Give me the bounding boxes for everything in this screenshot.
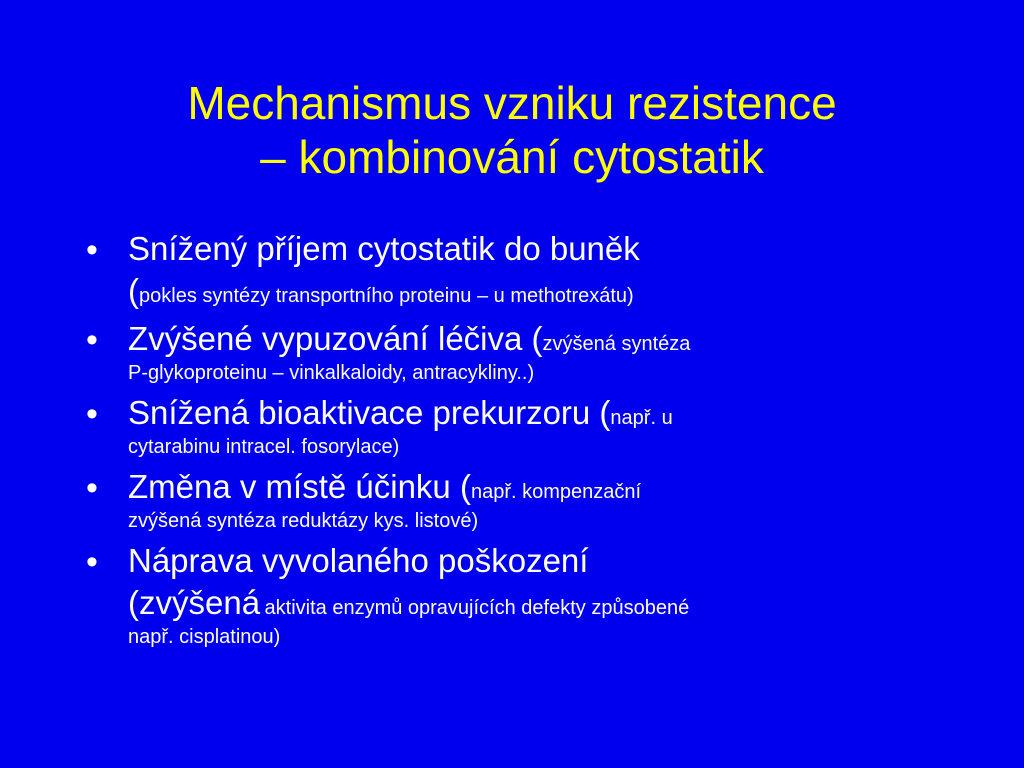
bullet-marker: • — [86, 231, 98, 269]
bullet-marker: • — [86, 469, 98, 507]
bullet-main-text: Zvýšené vypuzování léčiva ( — [128, 320, 543, 357]
bullet-detail-inline: např. u — [610, 407, 673, 429]
bullet-main-text: Snížená bioaktivace prekurzoru ( — [128, 394, 611, 431]
bullet-item — [80, 392, 950, 460]
bullet-list — [80, 228, 950, 656]
bullet-detail-inline: např. kompenzační — [470, 481, 642, 503]
bullet-item — [80, 318, 950, 386]
bullet-paren: ( — [128, 272, 139, 309]
bullet-detail-inline: zvýšená syntéza — [542, 333, 691, 355]
bullet-detail-inline: aktivita enzymů opravujících defekty způsobené — [264, 597, 690, 619]
bullet-main-text: Snížený příjem cytostatik do buněk — [128, 230, 640, 267]
bullet-marker: • — [86, 395, 98, 433]
bullet-detail-text: pokles syntézy transportního proteinu – u methotrexátu) — [139, 285, 634, 307]
bullet-main-text-2: (zvýšená — [128, 584, 261, 621]
bullet-item — [80, 466, 950, 534]
bullet-detail-text: např. cisplatinou) — [128, 626, 281, 648]
bullet-main-text: Změna v místě účinku ( — [128, 468, 471, 505]
title-line-2: – kombinování cytostatik — [260, 131, 764, 183]
slide-title — [60, 76, 964, 184]
bullet-item — [80, 228, 950, 312]
bullet-marker: • — [86, 321, 98, 359]
bullet-main-text: Náprava vyvolaného poškození — [128, 542, 589, 579]
bullet-marker: • — [86, 543, 98, 581]
bullet-detail-text: zvýšená syntéza reduktázy kys. listové) — [128, 510, 479, 532]
bullet-item — [80, 540, 950, 650]
bullet-detail-text: P-glykoproteinu – vinkalkaloidy, antracykliny..) — [128, 362, 535, 384]
title-line-1: Mechanismus vzniku rezistence — [187, 77, 837, 129]
bullet-detail-text: cytarabinu intracel. fosorylace) — [128, 436, 400, 458]
